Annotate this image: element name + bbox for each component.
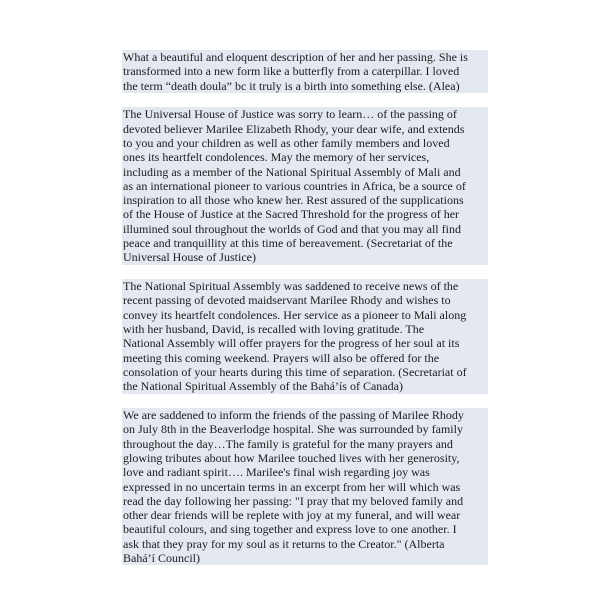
text-line: meeting this coming weekend. Prayers will also be offered for the <box>122 351 488 365</box>
text-line: other dear friends will be replete with joy at my funeral, and will wear <box>122 508 488 522</box>
text-line: National Assembly will offer prayers for the progress of her soul at its <box>122 336 488 350</box>
text-line: love and radiant spirit…. Marilee's final wish regarding joy was <box>122 465 488 479</box>
text-line: including as a member of the National Spiritual Assembly of Mali and <box>122 165 488 179</box>
text-line: We are saddened to inform the friends of the passing of Marilee Rhody <box>122 408 488 422</box>
text-line: consolation of your hearts during this time of separation. (Secretariat of <box>122 365 488 379</box>
text-line: the term “death doula” bc it truly is a birth into something else. (Alea) <box>122 79 488 93</box>
text-line: illumined soul throughout the worlds of God and that you may all find <box>122 222 488 236</box>
text-line: the National Spiritual Assembly of the Bahá’ís of Canada) <box>122 379 488 393</box>
text-line: inspiration to all those who knew her. Rest assured of the supplications <box>122 193 488 207</box>
text-line: of the House of Justice at the Sacred Threshold for the progress of her <box>122 207 488 221</box>
text-line: ones its heartfelt condolences. May the memory of her services, <box>122 150 488 164</box>
text-line: expressed in no uncertain terms in an excerpt from her will which was <box>122 480 488 494</box>
text-line: beautiful colours, and sing together and express love to one another. I <box>122 522 488 536</box>
text-line: throughout the day…The family is grateful for the many prayers and <box>122 437 488 451</box>
text-line: recent passing of devoted maidservant Marilee Rhody and wishes to <box>122 293 488 307</box>
document-body <box>122 50 488 580</box>
text-line: to you and your children as well as other family members and loved <box>122 136 488 150</box>
text-line: devoted believer Marilee Elizabeth Rhody, your dear wife, and extends <box>122 122 488 136</box>
text-line: glowing tributes about how Marilee touched lives with her generosity, <box>122 451 488 465</box>
text-line: on July 8th in the Beaverlodge hospital. She was surrounded by family <box>122 422 488 436</box>
text-line: ask that they pray for my soul as it returns to the Creator." (Alberta <box>122 537 488 551</box>
paragraph-alberta-council <box>122 408 488 565</box>
text-line: peace and tranquillity at this time of bereavement. (Secretariat of the <box>122 236 488 250</box>
text-line: convey its heartfelt condolences. Her service as a pioneer to Mali along <box>122 308 488 322</box>
text-line: as an international pioneer to various countries in Africa, be a source of <box>122 179 488 193</box>
text-line: What a beautiful and eloquent description of her and her passing. She is <box>122 50 488 64</box>
text-line: read the day following her passing: "I pray that my beloved family and <box>122 494 488 508</box>
paragraph-national-spiritual-assembly <box>122 279 488 393</box>
text-line: with her husband, David, is recalled with loving gratitude. The <box>122 322 488 336</box>
text-line: Bahá’í Council) <box>122 551 488 565</box>
paragraph-universal-house-of-justice <box>122 107 488 264</box>
text-line: Universal House of Justice) <box>122 250 488 264</box>
paragraph-alea-comment <box>122 50 488 93</box>
text-line: The National Spiritual Assembly was saddened to receive news of the <box>122 279 488 293</box>
text-line: transformed into a new form like a butterfly from a caterpillar. I loved <box>122 64 488 78</box>
text-line: The Universal House of Justice was sorry to learn… of the passing of <box>122 107 488 121</box>
